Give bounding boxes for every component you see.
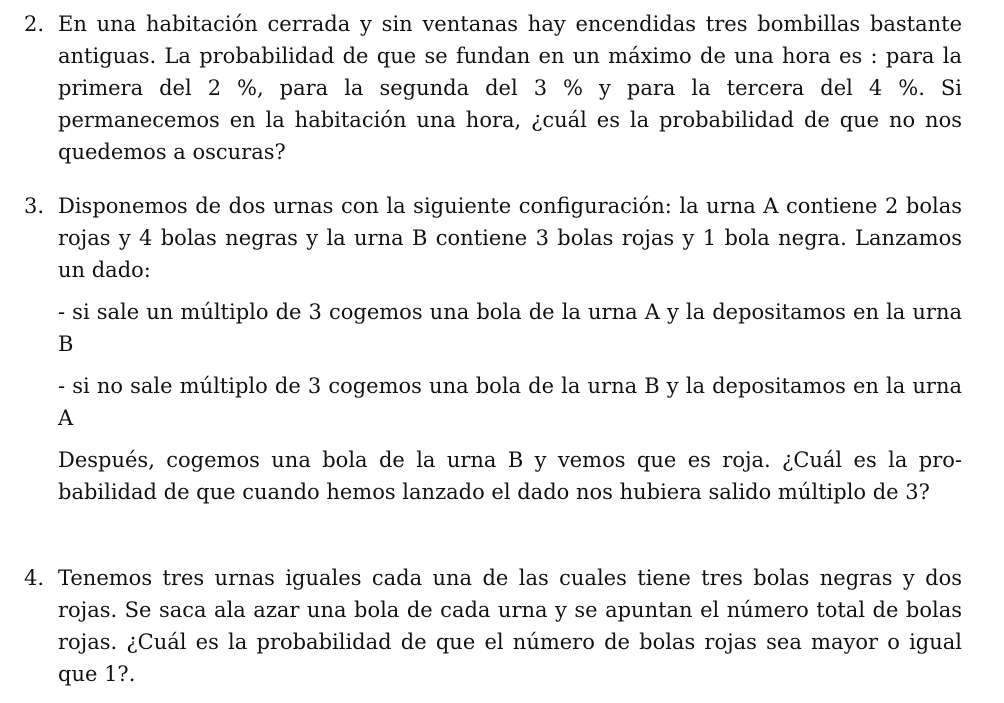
problem-paragraph: Disponemos de dos urnas con la siguiente configuración: la urna A contiene 2 bolas rojas y 4 bolas negras y la urna B contiene 3 bolas rojas y 1 bola negra. Lanzamos un dado:: [58, 194, 962, 282]
problem-paragraph: En una habitación cerrada y sin ventanas hay encendidas tres bombillas bastante antiguas. La probabilidad de que se fundan en un máximo de una hora es : para la primera del 2 %, para la segunda del 3 % y para la tercera del 4 %. Si permanecemos en la habitación una hora, ¿cuál es la probabilidad de que no nos quedemos a oscuras?: [58, 12, 962, 164]
problem-text: [58, 562, 962, 690]
problem-number: 4.: [24, 566, 45, 590]
problem-text: [58, 190, 962, 508]
problem-question: Después, cogemos una bola de la urna B y vemos que es roja. ¿Cuál es la probabilidad de que cuando hemos lanzado el dado nos hubiera salido múltiplo de 3?: [58, 448, 962, 504]
problem-number: 2.: [24, 12, 45, 36]
problem-3: [24, 190, 962, 508]
problem-paragraph: Tenemos tres urnas iguales cada una de las cuales tiene tres bolas negras y dos rojas. Se saca ala azar una bola de cada urna y se apuntan el número total de bolas rojas. ¿Cuál es la probabilidad de que el número de bolas rojas sea mayor o igual que 1?.: [58, 566, 962, 686]
problem-text: [58, 8, 962, 168]
problem-2: [24, 8, 962, 168]
case-multiple-of-3: - si sale un múltiplo de 3 cogemos una bola de la urna A y la depositamos en la urna B: [58, 300, 962, 356]
problem-number: 3.: [24, 194, 45, 218]
case-not-multiple-of-3: - si no sale múltiplo de 3 cogemos una bola de la urna B y la depositamos en la urna A: [58, 374, 962, 430]
problem-4: [24, 562, 962, 690]
